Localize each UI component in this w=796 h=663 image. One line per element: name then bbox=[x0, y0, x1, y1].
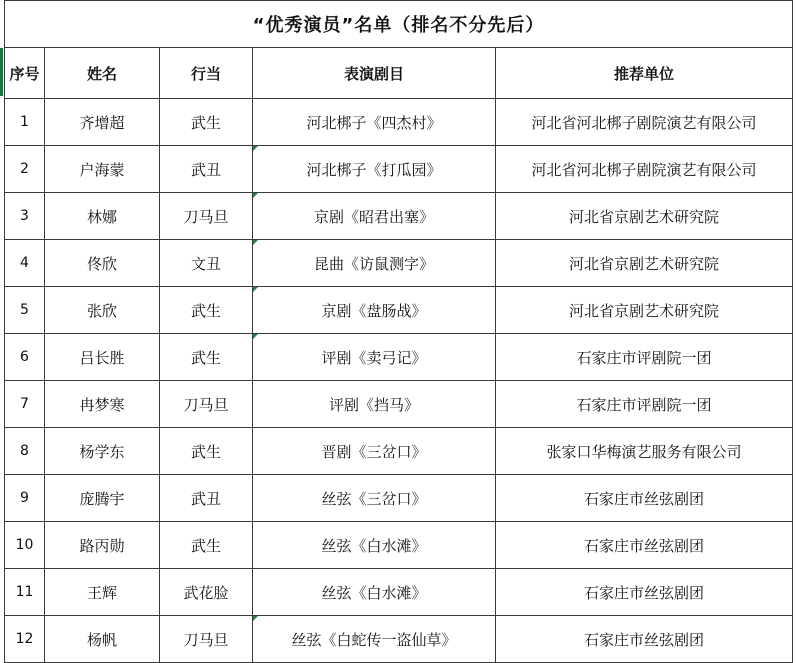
cell-play[interactable]: 河北梆子《四杰村》 bbox=[253, 99, 496, 146]
cell-name[interactable]: 王辉 bbox=[45, 569, 160, 616]
cell-seq[interactable]: 5 bbox=[5, 287, 45, 334]
cell-name[interactable]: 杨学东 bbox=[45, 428, 160, 475]
cell-name[interactable]: 吕长胜 bbox=[45, 334, 160, 381]
table-row bbox=[5, 569, 793, 616]
cell-role[interactable]: 武生 bbox=[160, 428, 253, 475]
cell-org[interactable]: 石家庄市丝弦剧团 bbox=[496, 616, 793, 663]
cell-org[interactable]: 石家庄市丝弦剧团 bbox=[496, 569, 793, 616]
cell-seq[interactable]: 12 bbox=[5, 616, 45, 663]
cell-role[interactable]: 武生 bbox=[160, 287, 253, 334]
cell-role[interactable]: 武丑 bbox=[160, 475, 253, 522]
cell-play[interactable]: 丝弦《白水滩》 bbox=[253, 522, 496, 569]
cell-role[interactable]: 刀马旦 bbox=[160, 616, 253, 663]
cell-role[interactable]: 武生 bbox=[160, 334, 253, 381]
cell-play[interactable]: 昆曲《访鼠测字》 bbox=[253, 240, 496, 287]
cell-org[interactable]: 河北省河北梆子剧院演艺有限公司 bbox=[496, 146, 793, 193]
table-row bbox=[5, 99, 793, 146]
cell-seq[interactable]: 9 bbox=[5, 475, 45, 522]
cell-org[interactable]: 河北省京剧艺术研究院 bbox=[496, 240, 793, 287]
cell-role[interactable]: 刀马旦 bbox=[160, 193, 253, 240]
table-title: “优秀演员”名单（排名不分先后） bbox=[5, 1, 793, 48]
table-row bbox=[5, 287, 793, 334]
cell-role[interactable]: 武生 bbox=[160, 99, 253, 146]
cell-name[interactable]: 庞腾宇 bbox=[45, 475, 160, 522]
cell-play[interactable]: 评剧《卖弓记》 bbox=[253, 334, 496, 381]
cell-play[interactable]: 晋剧《三岔口》 bbox=[253, 428, 496, 475]
cell-org[interactable]: 河北省京剧艺术研究院 bbox=[496, 287, 793, 334]
cell-name[interactable]: 路丙勋 bbox=[45, 522, 160, 569]
cell-play[interactable]: 河北梆子《打瓜园》 bbox=[253, 146, 496, 193]
table-row bbox=[5, 146, 793, 193]
cell-seq[interactable]: 8 bbox=[5, 428, 45, 475]
cell-role[interactable]: 文丑 bbox=[160, 240, 253, 287]
cell-name[interactable]: 户海蒙 bbox=[45, 146, 160, 193]
cell-seq[interactable]: 1 bbox=[5, 99, 45, 146]
table-row bbox=[5, 334, 793, 381]
cell-org[interactable]: 河北省京剧艺术研究院 bbox=[496, 193, 793, 240]
cell-play[interactable]: 评剧《挡马》 bbox=[253, 381, 496, 428]
selection-marker bbox=[0, 48, 3, 96]
cell-name[interactable]: 齐增超 bbox=[45, 99, 160, 146]
cell-play[interactable]: 丝弦《白蛇传一盗仙草》 bbox=[253, 616, 496, 663]
table-row bbox=[5, 240, 793, 287]
cell-org[interactable]: 河北省河北梆子剧院演艺有限公司 bbox=[496, 99, 793, 146]
header-seq[interactable]: 序号 bbox=[5, 48, 45, 99]
cell-name[interactable]: 张欣 bbox=[45, 287, 160, 334]
header-play[interactable]: 表演剧目 bbox=[253, 48, 496, 99]
cell-seq[interactable]: 4 bbox=[5, 240, 45, 287]
cell-play[interactable]: 京剧《盘肠战》 bbox=[253, 287, 496, 334]
cell-name[interactable]: 杨帆 bbox=[45, 616, 160, 663]
cell-org[interactable]: 石家庄市评剧院一团 bbox=[496, 381, 793, 428]
cell-role[interactable]: 武生 bbox=[160, 522, 253, 569]
table-row bbox=[5, 193, 793, 240]
cell-name[interactable]: 林娜 bbox=[45, 193, 160, 240]
cell-play[interactable]: 丝弦《三岔口》 bbox=[253, 475, 496, 522]
cell-org[interactable]: 石家庄市丝弦剧团 bbox=[496, 522, 793, 569]
cell-seq[interactable]: 3 bbox=[5, 193, 45, 240]
table-row bbox=[5, 616, 793, 663]
table-row bbox=[5, 522, 793, 569]
cell-seq[interactable]: 6 bbox=[5, 334, 45, 381]
cell-name[interactable]: 冉梦寒 bbox=[45, 381, 160, 428]
table-row bbox=[5, 381, 793, 428]
cell-org[interactable]: 石家庄市丝弦剧团 bbox=[496, 475, 793, 522]
cell-role[interactable]: 刀马旦 bbox=[160, 381, 253, 428]
table-row bbox=[5, 428, 793, 475]
header-org[interactable]: 推荐单位 bbox=[496, 48, 793, 99]
cell-seq[interactable]: 10 bbox=[5, 522, 45, 569]
cell-play[interactable]: 丝弦《白水滩》 bbox=[253, 569, 496, 616]
cell-seq[interactable]: 2 bbox=[5, 146, 45, 193]
cell-seq[interactable]: 11 bbox=[5, 569, 45, 616]
cell-org[interactable]: 石家庄市评剧院一团 bbox=[496, 334, 793, 381]
header-role[interactable]: 行当 bbox=[160, 48, 253, 99]
cell-org[interactable]: 张家口华梅演艺服务有限公司 bbox=[496, 428, 793, 475]
actor-list-table bbox=[4, 0, 793, 663]
cell-role[interactable]: 武花脸 bbox=[160, 569, 253, 616]
cell-seq[interactable]: 7 bbox=[5, 381, 45, 428]
table-row bbox=[5, 475, 793, 522]
header-row bbox=[5, 48, 793, 99]
cell-role[interactable]: 武丑 bbox=[160, 146, 253, 193]
cell-name[interactable]: 佟欣 bbox=[45, 240, 160, 287]
cell-play[interactable]: 京剧《昭君出塞》 bbox=[253, 193, 496, 240]
header-name[interactable]: 姓名 bbox=[45, 48, 160, 99]
